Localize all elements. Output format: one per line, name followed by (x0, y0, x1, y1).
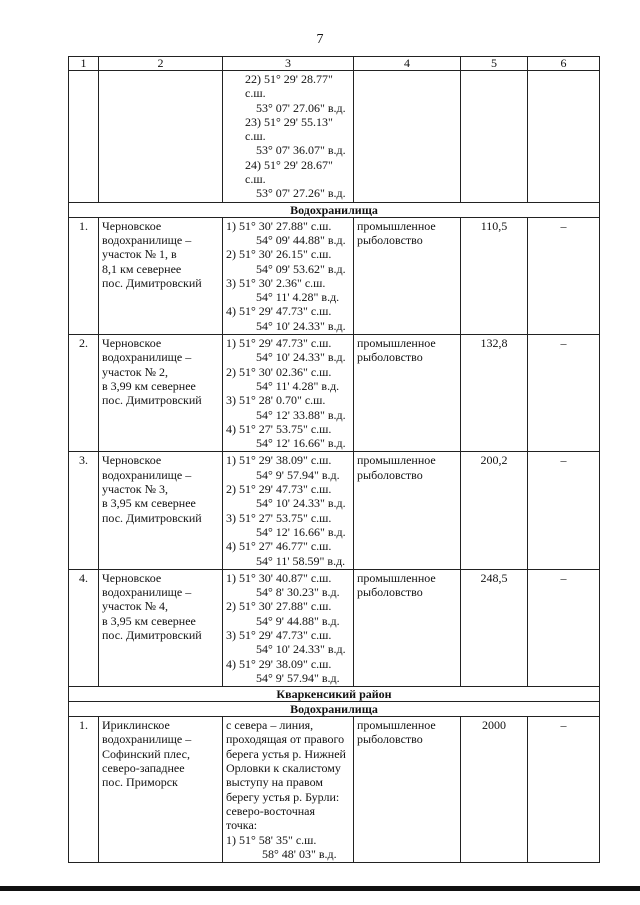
area-value: 248,5 (461, 569, 528, 686)
water-body-name-line: Софинский плес, (102, 746, 190, 761)
fishing-areas-table (68, 56, 600, 863)
water-body-name-line: водохранилище – (102, 585, 192, 600)
water-body-name-line: Черновское (102, 453, 162, 468)
water-body-name (99, 717, 223, 863)
usage-type-line: рыболовство (357, 467, 423, 482)
continuation-row (69, 71, 600, 203)
use-cell (354, 71, 461, 203)
coords-cell (223, 217, 354, 334)
column-number: 2 (99, 57, 223, 71)
coord-lat: 1) 51° 58' 35" с.ш. (226, 832, 317, 847)
usage-type-line: рыболовство (357, 232, 423, 247)
usage-type (354, 217, 461, 334)
usage-type (354, 335, 461, 452)
note-dash: – (528, 452, 600, 569)
usage-type-line: промышленное (357, 336, 436, 351)
table-row (69, 569, 600, 686)
water-body-name-line: в 3,95 км севернее (102, 496, 196, 511)
coord-lon: 53° 07' 27.26" в.д. (256, 186, 346, 201)
water-body-name-line: в 3,95 км севернее (102, 613, 196, 628)
usage-type (354, 569, 461, 686)
boundary-description: Орловки к скалистому (226, 761, 341, 776)
bottom-rule (0, 886, 640, 891)
coord-lon: 53° 07' 36.07" в.д. (256, 143, 346, 158)
page-number: 7 (316, 32, 324, 47)
usage-type (354, 452, 461, 569)
water-body-name-line: участок № 3, (102, 482, 169, 497)
coord-lat: 1) 51° 29' 38.09" с.ш. (226, 453, 332, 468)
water-body-name-line: в 3,99 км севернее (102, 378, 196, 393)
water-body-name-line: пос. Димитровский (102, 275, 202, 290)
boundary-description: выступу на правом (226, 775, 324, 790)
usage-type-line: рыболовство (357, 585, 423, 600)
coord-lon: 54° 9' 57.94" в.д. (256, 670, 340, 685)
column-number: 3 (223, 57, 354, 71)
coord-lon: 54° 12' 16.66" в.д. (256, 436, 346, 451)
area-value: 110,5 (461, 217, 528, 334)
boundary-description: северо-восточная (226, 803, 316, 818)
coord-lon: 54° 12' 16.66" в.д. (256, 524, 346, 539)
coord-lon: 54° 10' 24.33" в.д. (256, 642, 346, 657)
coord-lat: 3) 51° 28' 0.70" с.ш. (226, 393, 326, 408)
coord-lat: 3) 51° 30' 2.36" с.ш. (226, 275, 326, 290)
column-number: 5 (461, 57, 528, 71)
coord-lat: 22) 51° 29' 28.77" с.ш. (245, 72, 333, 101)
row-number: 3. (69, 452, 99, 569)
water-body-name-line: пос. Димитровский (102, 510, 202, 525)
table-row (69, 717, 600, 863)
column-number-row (69, 57, 600, 71)
row-number: 1. (69, 217, 99, 334)
coord-lat: 24) 51° 29' 28.67" с.ш. (245, 157, 333, 187)
area-value: 132,8 (461, 335, 528, 452)
note-dash: – (528, 717, 600, 863)
coord-lon: 54° 12' 33.88" в.д. (256, 407, 346, 422)
number-cell (69, 71, 99, 203)
section-title-row (69, 202, 600, 217)
water-body-name-line: пос. Приморск (102, 775, 178, 790)
usage-type-line: промышленное (357, 453, 436, 468)
water-body-name-line: Ириклинское (102, 718, 170, 733)
water-body-name (99, 452, 223, 569)
coord-lat: 23) 51° 29' 55.13" с.ш. (245, 114, 333, 144)
water-body-name-line: северо-западнее (102, 761, 185, 776)
district-title-row (69, 687, 600, 702)
coord-lon: 54° 09' 44.88" в.д. (256, 232, 346, 247)
water-body-name (99, 569, 223, 686)
section-title-row (69, 702, 600, 717)
boundary-description: берега устья р. Нижней (226, 746, 346, 761)
boundary-description: точка: (226, 818, 258, 833)
table-row (69, 452, 600, 569)
water-body-name-line: водохранилище – (102, 467, 192, 482)
note-dash: – (528, 217, 600, 334)
note-cell (528, 71, 600, 203)
area-value: 2000 (461, 717, 528, 863)
coords-cell (223, 452, 354, 569)
usage-type-line: промышленное (357, 218, 436, 233)
coord-lon: 54° 10' 24.33" в.д. (256, 318, 346, 333)
coords-cell (223, 335, 354, 452)
coord-lon: 54° 11' 4.28" в.д. (256, 290, 340, 305)
coord-lat: 2) 51° 30' 26.15" с.ш. (226, 247, 332, 262)
boundary-description: с севера – линия, (226, 718, 314, 733)
boundary-description: проходящая от правого (226, 732, 345, 747)
coord-lat: 3) 51° 27' 53.75" с.ш. (226, 510, 332, 525)
water-body-name-line: Черновское (102, 336, 162, 351)
coord-lon: 53° 07' 27.06" в.д. (256, 100, 346, 115)
coord-lat: 4) 51° 27' 53.75" с.ш. (226, 421, 332, 436)
usage-type-line: рыболовство (357, 350, 423, 365)
water-body-name-line: участок № 4, (102, 599, 169, 614)
coord-lat: 1) 51° 29' 47.73" с.ш. (226, 336, 332, 351)
coord-lon: 54° 11' 4.28" в.д. (256, 378, 340, 393)
coord-lon: 54° 10' 24.33" в.д. (256, 496, 346, 511)
coord-lon: 54° 10' 24.33" в.д. (256, 350, 346, 365)
row-number: 1. (69, 717, 99, 863)
coord-lat: 2) 51° 29' 47.73" с.ш. (226, 482, 332, 497)
row-number: 2. (69, 335, 99, 452)
water-body-name-line: водохранилище – (102, 732, 192, 747)
coord-lat: 1) 51° 30' 27.88" с.ш. (226, 218, 332, 233)
water-body-name (99, 335, 223, 452)
coord-lon: 54° 09' 53.62" в.д. (256, 261, 346, 276)
water-body-name-line: участок № 1, в (102, 247, 177, 262)
coords-cell (223, 569, 354, 686)
usage-type-line: рыболовство (357, 732, 423, 747)
coord-lat: 2) 51° 30' 27.88" с.ш. (226, 599, 332, 614)
coord-lat: 4) 51° 29' 47.73" с.ш. (226, 304, 332, 319)
coord-lon: 54° 9' 44.88" в.д. (256, 613, 340, 628)
water-body-name-line: участок № 2, (102, 364, 169, 379)
water-body-name-line: пос. Димитровский (102, 627, 202, 642)
usage-type-line: промышленное (357, 718, 436, 733)
water-body-name (99, 217, 223, 334)
coord-lat: 4) 51° 29' 38.09" с.ш. (226, 656, 332, 671)
district-title: Кваркенсикий район (69, 687, 600, 702)
water-body-name-line: Черновское (102, 218, 162, 233)
boundary-cell (223, 717, 354, 863)
row-number: 4. (69, 569, 99, 686)
coords-cell (223, 71, 354, 203)
area-cell (461, 71, 528, 203)
water-body-name-line: Черновское (102, 570, 162, 585)
table-row (69, 217, 600, 334)
column-number: 1 (69, 57, 99, 71)
coord-lat: 4) 51° 27' 46.77" с.ш. (226, 539, 332, 554)
coord-lat: 2) 51° 30' 02.36" с.ш. (226, 364, 332, 379)
coord-lat: 1) 51° 30' 40.87" с.ш. (226, 570, 332, 585)
water-body-name-line: водохранилище – (102, 232, 192, 247)
coord-lon: 54° 11' 58.59" в.д. (256, 553, 346, 568)
note-dash: – (528, 335, 600, 452)
coord-lat: 3) 51° 29' 47.73" с.ш. (226, 627, 332, 642)
water-body-name-line: 8,1 км севернее (102, 261, 182, 276)
usage-type-line: промышленное (357, 570, 436, 585)
water-body-name-line: водохранилище – (102, 350, 192, 365)
coord-lon: 58° 48' 03" в.д. (262, 846, 337, 861)
column-number: 4 (354, 57, 461, 71)
usage-type (354, 717, 461, 863)
section-title: Водохранилища (69, 202, 600, 217)
coord-lon: 54° 9' 57.94" в.д. (256, 467, 340, 482)
section-title: Водохранилища (69, 702, 600, 717)
coord-lon: 54° 8' 30.23" в.д. (256, 585, 340, 600)
note-dash: – (528, 569, 600, 686)
area-value: 200,2 (461, 452, 528, 569)
column-number: 6 (528, 57, 600, 71)
name-cell (99, 71, 223, 203)
water-body-name-line: пос. Димитровский (102, 393, 202, 408)
boundary-description: берегу устья р. Бурли: (226, 789, 340, 804)
table-row (69, 335, 600, 452)
